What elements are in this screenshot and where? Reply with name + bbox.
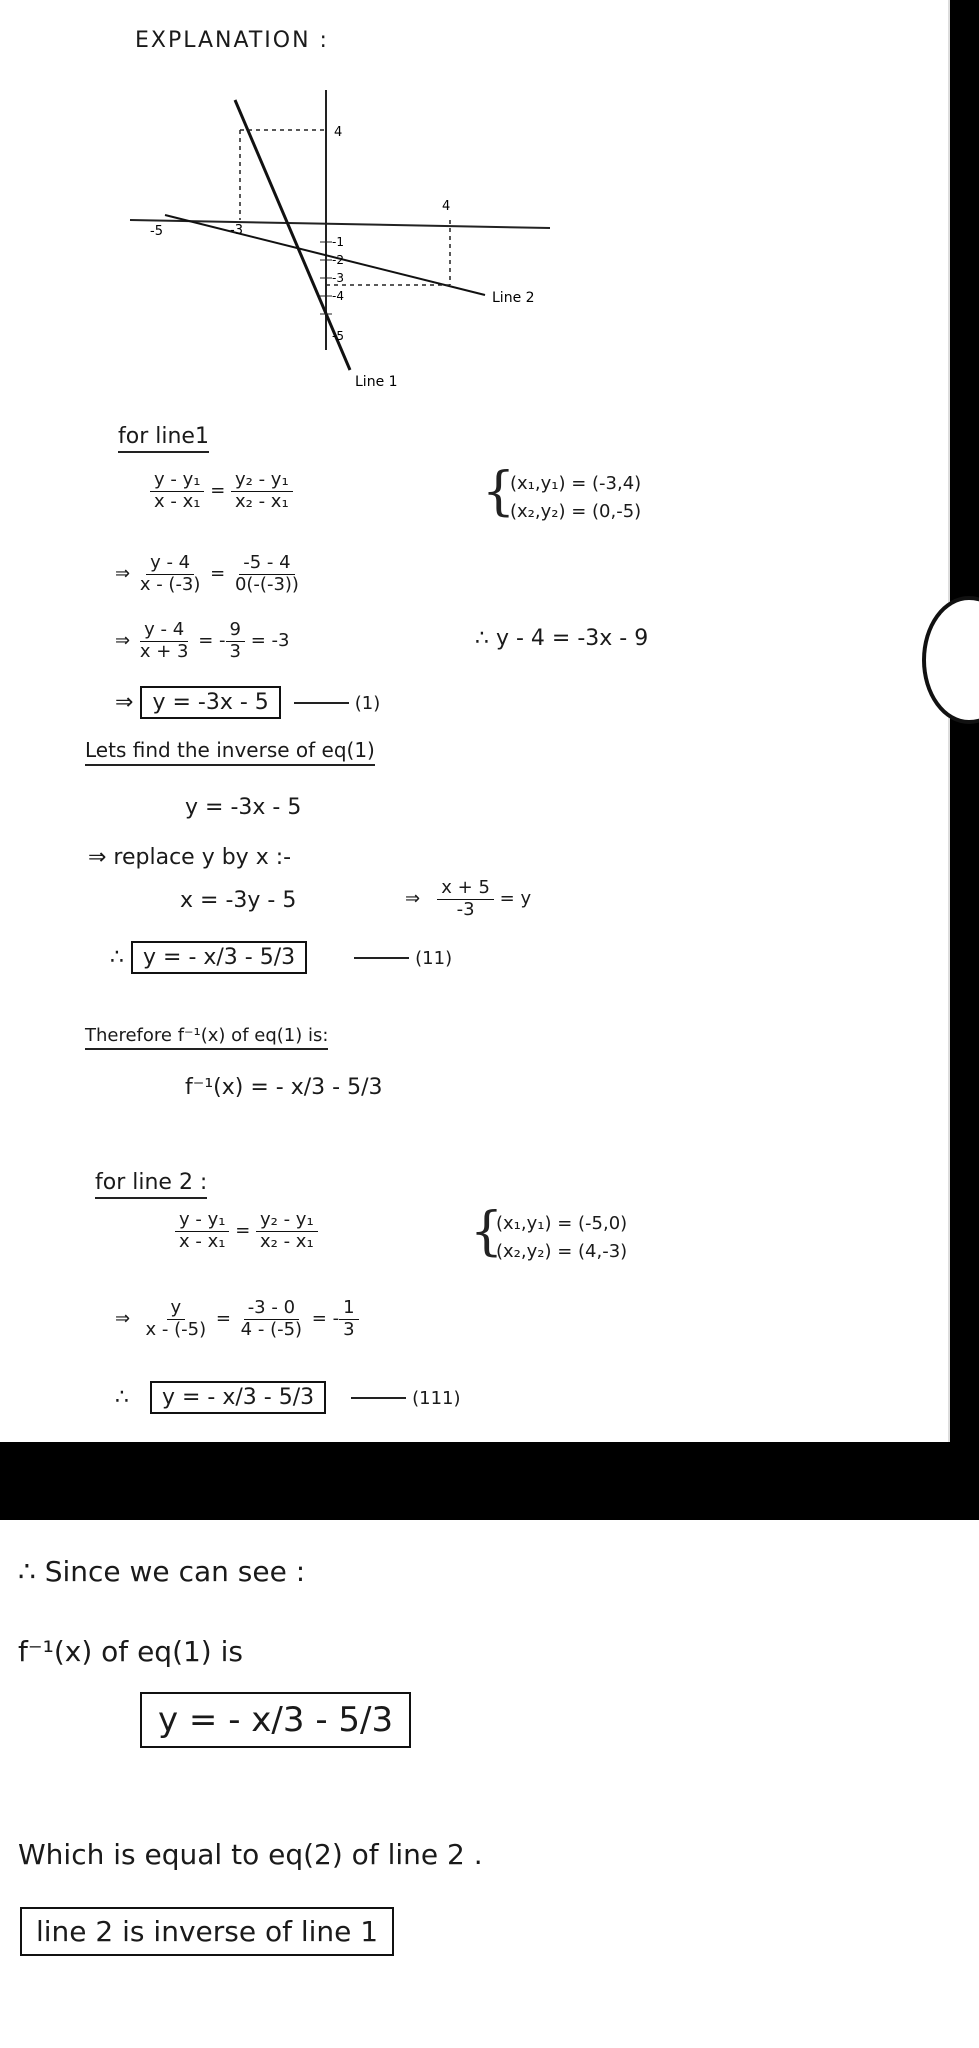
notebook-page-bottom [0, 1520, 979, 2048]
inverse-swapped: x = -3y - 5 [180, 888, 297, 913]
line-2-label: Line 2 [492, 290, 535, 306]
line2-point-2: (x₂,y₂) = (4,-3) [496, 1241, 628, 1262]
line2-points-brace: { [470, 1202, 504, 1262]
line1-slope-formula: $\frac{\text{y - y₁}}{\text{x - x₁}}$ = $\frac{\text{y₂ - y₁}}{\text{x₂ - x₁}}$ [150, 470, 293, 512]
line1-step2-side: ∴ y - 4 = -3x - 9 [475, 626, 649, 651]
inverse-replace-note: ⇒ replace y by x :- [88, 845, 292, 870]
conclusion-final-box: line 2 is inverse of line 1 [20, 1907, 394, 1956]
inverse-final: f⁻¹(x) = - x/3 - 5/3 [185, 1075, 383, 1100]
line-graph [120, 70, 560, 400]
x-point-4-label: 4 [442, 199, 451, 214]
line2-point-1: (x₁,y₁) = (-5,0) [496, 1213, 628, 1234]
conclusion-line-b: Which is equal to eq(2) of line 2 . [18, 1838, 483, 1871]
line1-point-2: (x₂,y₂) = (0,-5) [510, 501, 642, 522]
conclusion-final-row [20, 1915, 394, 1948]
y-tick-neg5: -5 [332, 329, 344, 343]
inverse-solve: ⇒ $\frac{x + 5}{-3}$ = y [405, 877, 532, 920]
inverse-result-row: ∴ y = - x/3 - 5/3 (11) [110, 945, 452, 970]
y-tick-neg4: -4 [332, 289, 344, 303]
conclusion-since: ∴ Since we can see : [18, 1555, 306, 1588]
conclusion-line-a: f⁻¹(x) of eq(1) is [18, 1635, 243, 1668]
line-1-label: Line 1 [355, 374, 398, 390]
inverse-result-box: y = - x/3 - 5/3 [131, 941, 307, 974]
line1-point-1: (x₁,y₁) = (-3,4) [510, 473, 642, 494]
y-tick-neg3: -3 [332, 271, 344, 285]
y-tick-4: 4 [334, 125, 343, 140]
y-tick-neg1: -1 [332, 235, 344, 249]
inverse-heading: Lets find the inverse of eq(1) [85, 738, 375, 766]
line1-result-box: y = -3x - 5 [140, 686, 280, 719]
line1-step2: ⇒ $\frac{y - 4}{x + 3}$ = - $\frac{9}{3}$ = -3 [115, 619, 290, 662]
y-tick-neg2: -2 [332, 253, 344, 267]
line2-slope-formula: $\frac{\text{y - y₁}}{\text{x - x₁}}$ = $\frac{\text{y₂ - y₁}}{\text{x₂ - x₁}}$ [175, 1210, 318, 1252]
inverse-therefore-heading: Therefore f⁻¹(x) of eq(1) is: [85, 1025, 328, 1050]
x-tick-neg3: -3 [230, 223, 243, 238]
inverse-eq: y = -3x - 5 [185, 795, 302, 820]
conclusion-boxed: y = - x/3 - 5/3 [140, 1692, 411, 1748]
line1-step1: ⇒ $\frac{y - 4}{x - (-3)}$ = $\frac{-5 - 4}{0(-(-3))}$ [115, 552, 299, 595]
line2-step1: ⇒ $\frac{y}{x - (-5)}$ = $\frac{-3 - 0}{4 - (-5)}$ = - $\frac{1}{3}$ [115, 1298, 359, 1340]
line1-result-row: ⇒ y = -3x - 5 (1) [115, 690, 380, 715]
explanation-title: EXPLANATION : [135, 28, 329, 53]
line2-heading: for line 2 : [95, 1170, 207, 1199]
line1-points-brace: { [482, 462, 516, 522]
conclusion-boxed-row [140, 1700, 411, 1740]
line2-result-box: y = - x/3 - 5/3 [150, 1381, 326, 1414]
x-tick-neg5: -5 [150, 224, 163, 239]
line2-result-row: ∴ y = - x/3 - 5/3 (111) [115, 1385, 461, 1410]
line1-heading: for line1 [118, 424, 209, 453]
